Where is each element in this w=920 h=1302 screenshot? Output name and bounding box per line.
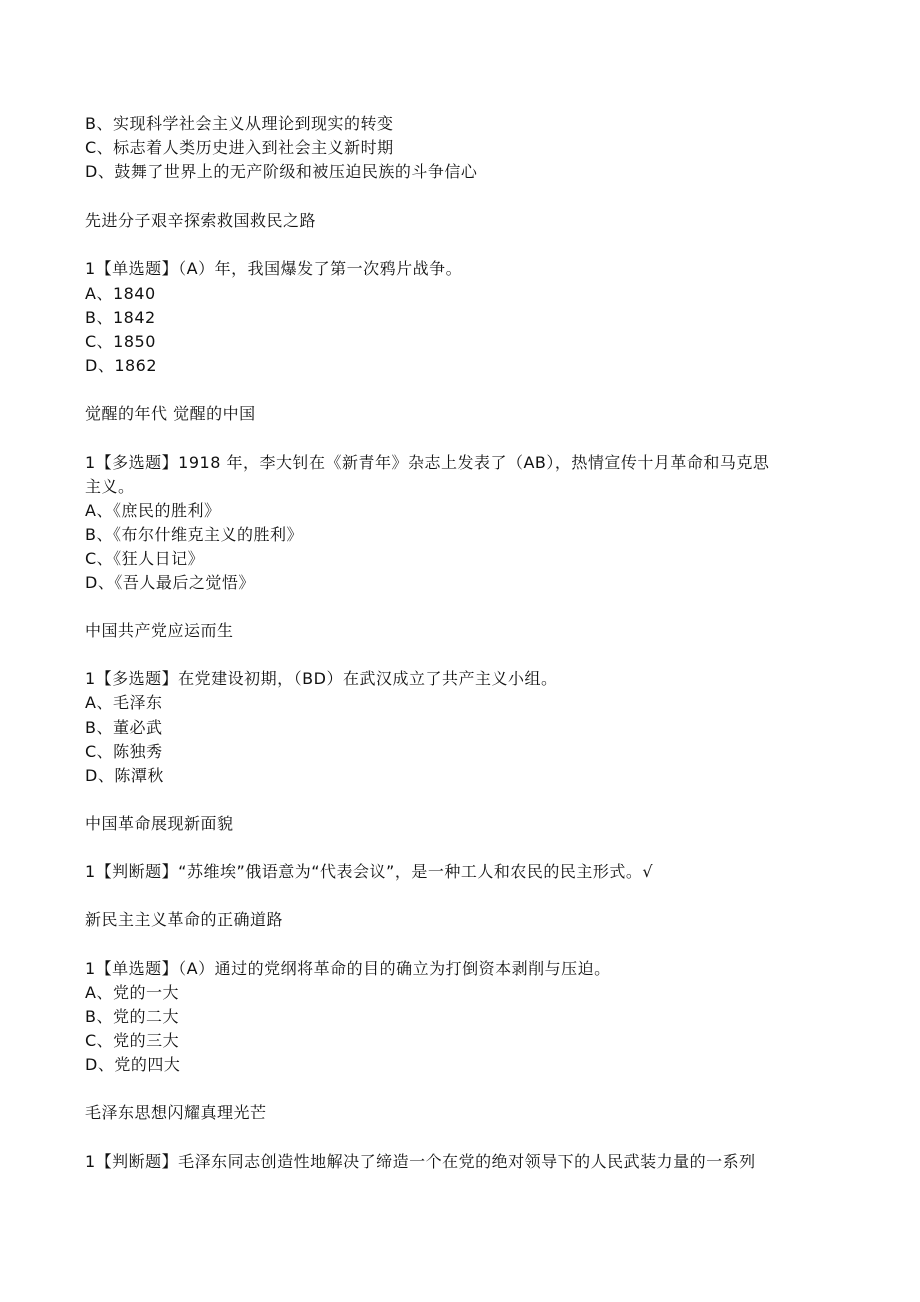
- option-d-text: D、《吾人最后之觉悟》: [85, 573, 255, 592]
- section-heading: 先进分子艰辛探索救国救民之路: [85, 211, 317, 230]
- question-text: 1【多选题】在党建设初期，（BD）在武汉成立了共产主义小组。: [85, 669, 558, 688]
- option-d-text: D、党的四大: [85, 1055, 181, 1074]
- option-b-text: B、1842: [85, 308, 156, 327]
- option-c-text: C、党的三大: [85, 1031, 180, 1050]
- option-d-text: D、1862: [85, 356, 158, 375]
- section-heading: 中国共产党应运而生: [85, 621, 234, 640]
- option-a-text: A、毛泽东: [85, 693, 163, 712]
- option-d-text: D、鼓舞了世界上的无产阶级和被压迫民族的斗争信心: [85, 162, 478, 181]
- section-heading: 中国革命展现新面貌: [85, 814, 234, 833]
- option-c-text: C、陈独秀: [85, 742, 163, 761]
- option-a-text: A、1840: [85, 284, 156, 303]
- question-text: 1【判断题】毛泽东同志创造性地解决了缔造一个在党的绝对领导下的人民武装力量的一系列: [85, 1152, 756, 1171]
- option-c-text: C、1850: [85, 332, 156, 351]
- option-b-text: B、党的二大: [85, 1007, 179, 1026]
- question-text: 1【单选题】（A）年，我国爆发了第一次鸦片战争。: [85, 259, 463, 278]
- option-c-text: C、标志着人类历史进入到社会主义新时期: [85, 138, 394, 157]
- option-d-text: D、陈潭秋: [85, 766, 164, 785]
- option-c-text: C、《狂人日记》: [85, 549, 205, 568]
- question-text: 1【判断题】“苏维埃”俄语意为“代表会议”，是一种工人和农民的民主形式。√: [85, 862, 654, 881]
- option-a-text: A、《庶民的胜利》: [85, 501, 221, 520]
- question-text-continued: 主义。: [85, 477, 135, 496]
- option-b-text: B、董必武: [85, 718, 163, 737]
- question-text: 1【单选题】（A）通过的党纲将革命的目的确立为打倒资本剥削与压迫。: [85, 959, 611, 978]
- option-a-text: A、党的一大: [85, 983, 179, 1002]
- option-b-text: B、《布尔什维克主义的胜利》: [85, 525, 303, 544]
- question-text: 1【多选题】1918 年，李大钊在《新青年》杂志上发表了（AB），热情宣传十月革命和马克思: [85, 453, 770, 472]
- section-heading: 新民主主义革命的正确道路: [85, 910, 284, 929]
- section-heading: 觉醒的年代 觉醒的中国: [85, 404, 256, 423]
- section-heading: 毛泽东思想闪耀真理光芒: [85, 1103, 267, 1122]
- option-b-text: B、实现科学社会主义从理论到现实的转变: [85, 114, 394, 133]
